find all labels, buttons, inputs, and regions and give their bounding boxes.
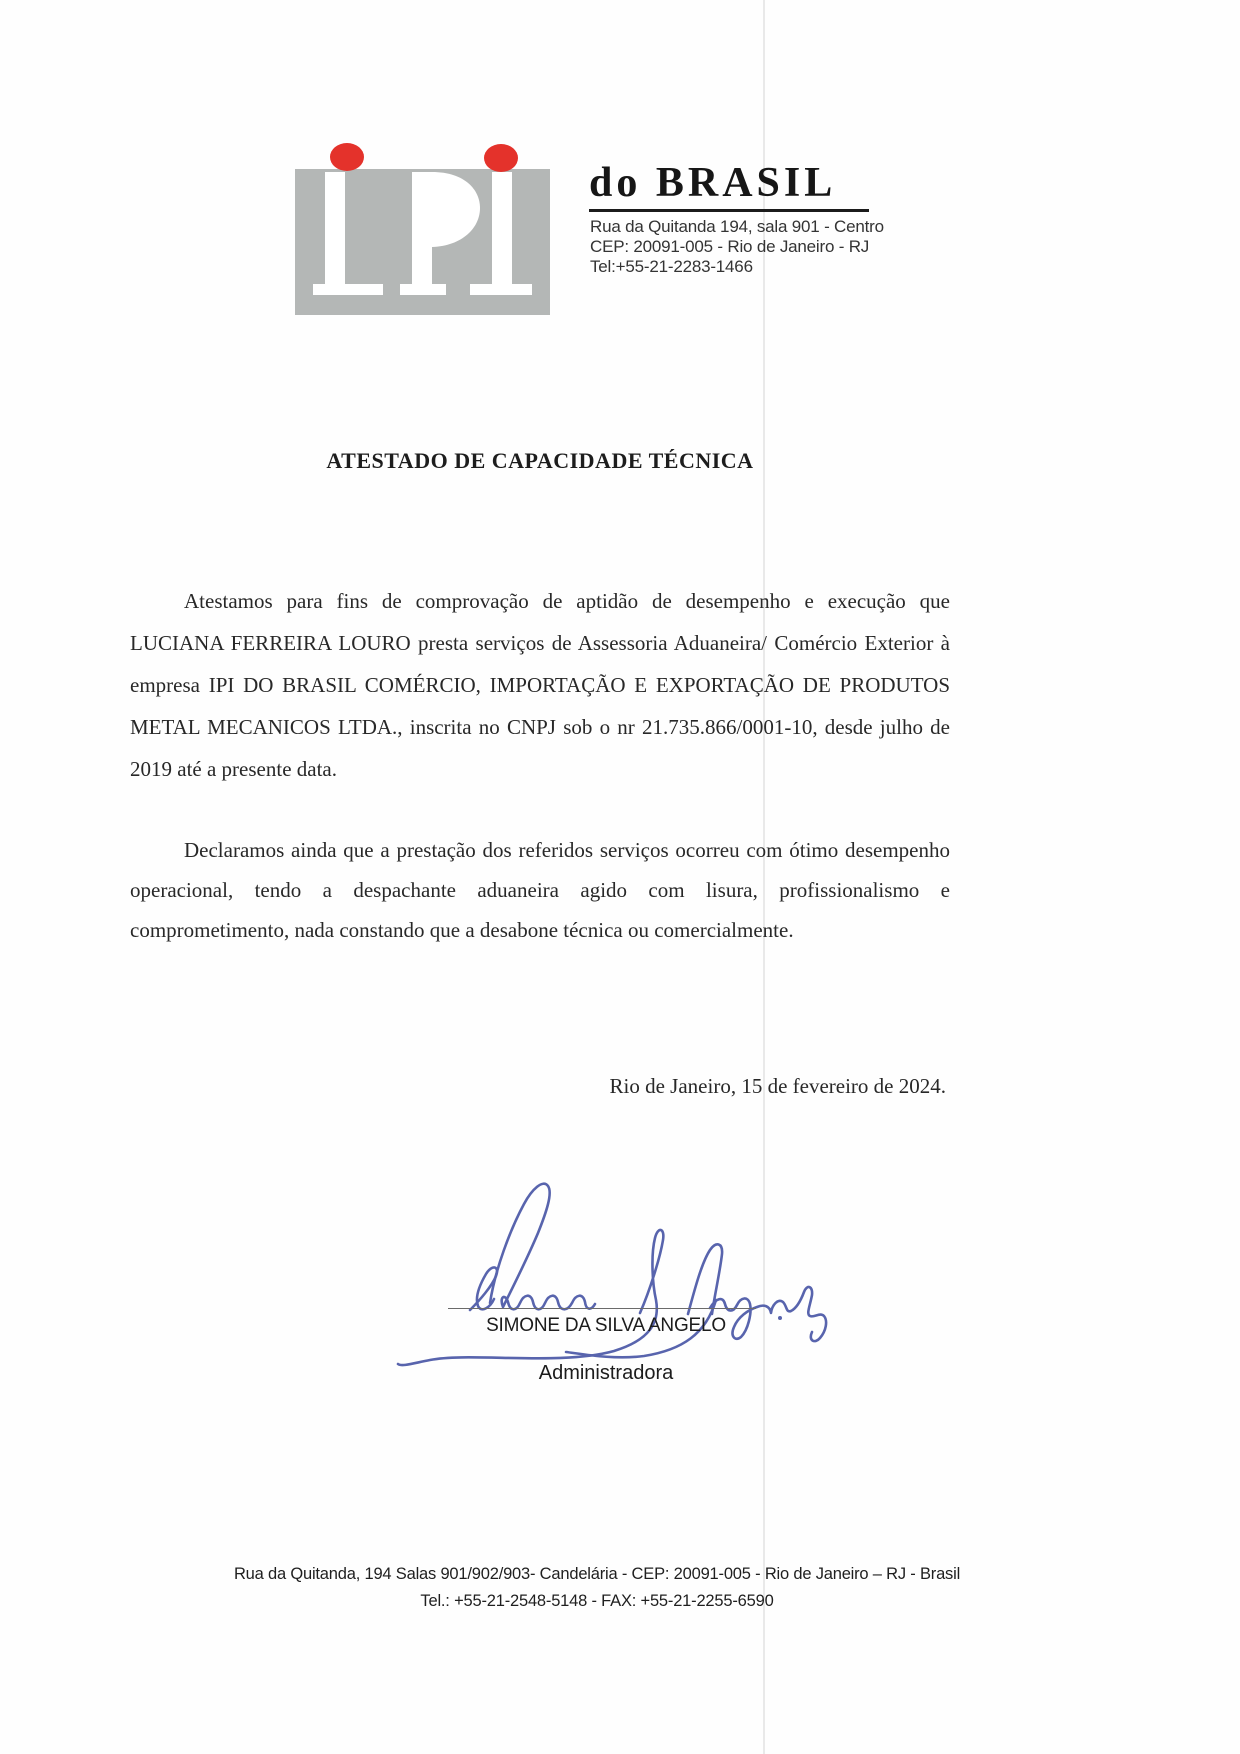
ipi-logo [295, 143, 551, 315]
body-paragraph-1: Atestamos para fins de comprovação de aptidão de desempenho e execução que LUCIANA FERREIRA LOURO presta serviços de Assessoria Aduaneira/ Comércio Exterior à empresa IPI DO BRASIL COMÉRCIO, IMPORTAÇÃO E EXPORTAÇÃO DE PRODUTOS METAL MECANICOS LTDA., inscrita no CNPJ sob o nr 21.735.866/0001-10, desde julho de 2019 até a presente data. [130, 589, 950, 781]
header-address [590, 217, 920, 277]
logo-red-dot [330, 143, 364, 171]
brand-name: do BRASIL [589, 160, 837, 206]
date-line: Rio de Janeiro, 15 de fevereiro de 2024. [609, 1074, 946, 1098]
header-address-line: Rua da Quitanda 194, sala 901 - Centro [590, 217, 884, 236]
footer-address-line: Rua da Quitanda, 194 Salas 901/902/903- Candelária - CEP: 20091-005 - Rio de Janeiro – RJ - Brasil [233, 1565, 961, 1583]
logo-red-dot [484, 144, 518, 172]
header-address-line: CEP: 20091-005 - Rio de Janeiro - RJ [590, 237, 870, 256]
footer [120, 1561, 1074, 1615]
signatory-name: SIMONE DA SILVA ANGELO [486, 1315, 726, 1336]
footer-phone-line: Tel.: +55-21-2548-5148 - FAX: +55-21-2255-6590 [420, 1592, 774, 1610]
document-title: ATESTADO DE CAPACIDADE TÉCNICA [326, 448, 754, 473]
signature-rule [448, 1308, 756, 1309]
signatory-role: Administradora [538, 1362, 674, 1384]
header-address-line: Tel:+55-21-2283-1466 [590, 257, 753, 276]
brand-underline [589, 209, 869, 212]
body-paragraph-2: Declaramos ainda que a prestação dos referidos serviços ocorreu com ótimo desempenho operacional, tendo a despachante aduaneira agido com lisura, profissionalismo e comprometimento, nada constando que a desabone técnica ou comercialmente. [130, 838, 950, 942]
